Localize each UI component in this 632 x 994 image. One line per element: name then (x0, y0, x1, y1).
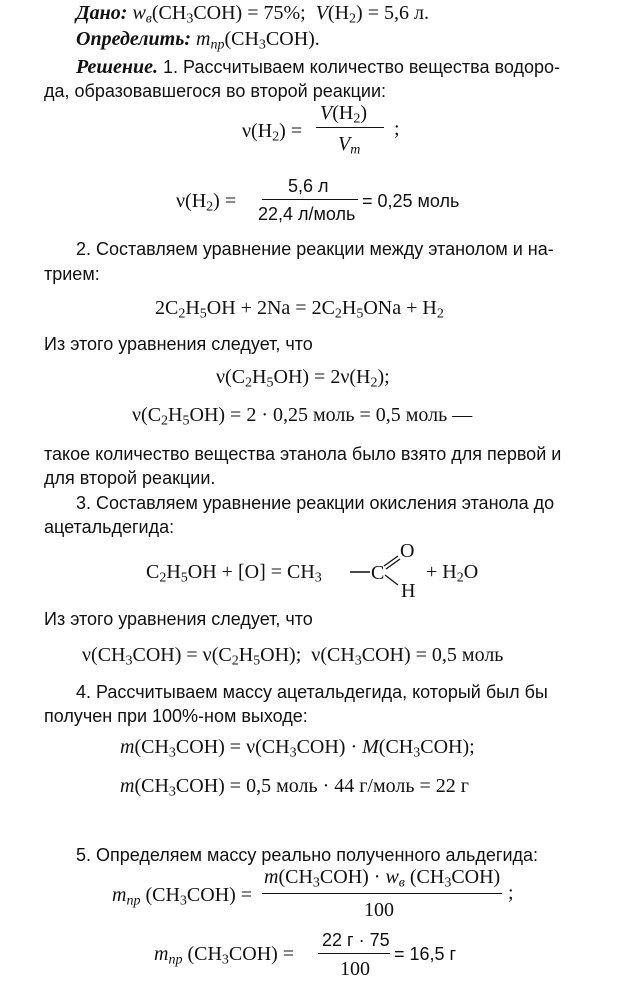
svg-text:H: H (401, 580, 416, 602)
equation4-left: $C_2H_5OH + [O] = CH_3$ (146, 561, 322, 586)
solution-label: Решение. (76, 56, 159, 78)
follows-text-1: Из этого уравнения следует, что (44, 334, 313, 354)
formula1-tail: ; (394, 118, 400, 140)
given-text: $w_в(CH_3COH) = 75\%$; $V(H_2) = 5,6$ л. (132, 2, 429, 27)
formula3-left: $m_{пр}$ $(CH_3COH)$ = (112, 884, 253, 909)
formula3-tail: ; (508, 882, 514, 904)
formula4-left: $m_{пр}$ $(CH_3COH)$ = (154, 943, 295, 968)
step5-line: 5. Определяем массу реально полученного альдегида: (76, 845, 539, 865)
svg-text:O: O (400, 540, 415, 562)
formula4-bar (318, 953, 390, 954)
step1-line1: Решение. 1. Рассчитываем количество вещества водоро- (76, 56, 560, 78)
find-label: Определить: (76, 28, 191, 50)
formula3-den: 100 (364, 899, 394, 921)
formula4-right: = 16,5 г (394, 944, 457, 964)
formula3-num: $m(CH_3COH) \cdot w_в$ $(CH_3COH)$ (264, 866, 501, 891)
equation5: $\nu(CH_3COH) = \nu(C_2H_5OH)$; $\nu(CH_3COH) = 0,5$ моль (82, 644, 504, 669)
formula2-num: 5,6 л (288, 176, 329, 196)
equation7: $m(CH_3COH) = 0,5$ моль · 44 г/моль = 22 г (120, 775, 469, 800)
formula1-den: $V_m$ (338, 133, 361, 158)
step4-line1: 4. Рассчитываем массу ацетальдегида, который был бы (76, 682, 548, 702)
step1-line2: да, образовавшегося во второй реакции: (44, 81, 387, 101)
equation2: $\nu(C_2H_5OH) = 2\nu(H_2)$; (216, 366, 390, 391)
equation4-right: + $H_2O$ (426, 561, 479, 586)
formula4-den: 100 (340, 958, 370, 980)
follows-text-2: Из этого уравнения следует, что (44, 609, 313, 629)
formula1-num: $V(H_2)$ (320, 102, 367, 127)
formula2-den: 22,4 л/моль (258, 204, 356, 224)
step3-line1: 3. Составляем уравнение реакции окисления этанола до (76, 493, 555, 513)
step2-line1: 2. Составляем уравнение реакции между этанолом и на- (76, 239, 554, 259)
formula1-left: $\nu(H_2)$ = (242, 120, 303, 145)
text-line2: для второй реакции. (44, 468, 216, 488)
formula2-left: $\nu(H_2)$ = (176, 190, 237, 215)
find-text: $m_{пр}(CH_3COH)$. (196, 28, 320, 53)
equation1: $2C_2H_5OH + 2Na = 2C_2H_5ONa + H_2$ (155, 297, 444, 322)
formula3-bar (262, 893, 502, 894)
formula2-right: = 0,25 моль (362, 191, 460, 211)
text-line1: такое количество вещества этанола было взято для первой и (44, 444, 562, 464)
given-label: Дано: (76, 2, 128, 24)
formula4-num: 22 г · 75 (322, 930, 390, 950)
equation6: $m(CH_3COH) = \nu(CH_3COH) \cdot M(CH_3COH)$; (120, 736, 475, 761)
step4-line2: получен при 100%-ном выходе: (44, 706, 308, 726)
step3-line2: ацетальдегида: (44, 517, 175, 537)
svg-text:C: C (371, 562, 385, 584)
step2-line2: трием: (44, 264, 100, 284)
equation3: $\nu(C_2H_5OH) = 2 \cdot 0,25$ моль = 0,5 моль — (132, 404, 473, 429)
